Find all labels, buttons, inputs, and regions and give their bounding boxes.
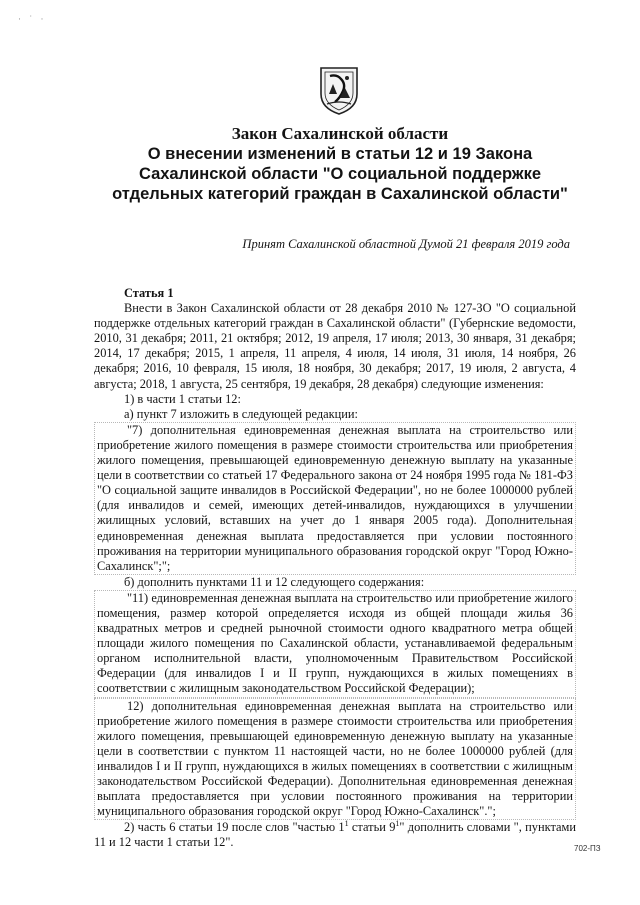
- article-intro: Внести в Закон Сахалинской области от 28 декабря 2010 № 127-ЗО "О социальной поддержке отдельных категорий граждан в Сахалинской области" (Губернские ведомости, 2010, 31 декабря; 2011, 21 октября; 2012, 19 апреля, 17 июля; 2013, 30 января, 31 декабря; 2014, 17 декабря; 2015, 1 апреля, 11 апреля, 4 июля, 14 июля, 31 июля, 14 ноября, 26 декабря; 2016, 10 февраля, 15 июля, 18 ноября, 30 декабря; 2017, 19 июля, 2 августа, 4 августа; 2018, 1 августа, 25 сентября, 19 декабря, 28 декабря) следующие изменения:: [94, 301, 576, 391]
- adopted-note: Принят Сахалинской областной Думой 21 февраля 2019 года: [242, 237, 570, 251]
- item-2-part-2: статьи 9: [348, 820, 396, 835]
- item-2-part-1: 2) часть 6 статьи 19 после слов "частью 1: [124, 820, 345, 835]
- item-1b: б) дополнить пунктами 11 и 12 следующего содержания:: [124, 574, 425, 589]
- item-2-sup-2: 1: [395, 819, 400, 829]
- point-12: 12) дополнительная единовременная денежная выплата на строительство или приобретение жилого помещения в размере стоимости строительства или приобретения жилого помещения, превышающей единовременную денежную выплату на указанные цели в соответствии с пунктом 11 настоящей части, но не более 1000000 рублей (для инвалидов I и II групп, нуждающихся в жилых помещениях в соответствии с жилищным законодательством Российской Федерации). Дополнительная единовременная денежная выплата предоставляется при условии постоянного проживания на территории муниципального образования городской округ "Город Южно-Сахалинск".";: [94, 698, 576, 821]
- article-body: [94, 286, 576, 850]
- point-11: "11) единовременная денежная выплата на строительство или приобретение жилого помещения, размер которой определяется исходя из общей площади жилья 36 квадратных метров и средней рыночной стоимости одного квадратного метра общей площади жилого помещения по Сахалинской области, устанавливаемой федеральным органом исполнительной власти, уполномоченным Правительством Российской Федерации (для инвалидов I и II групп, нуждающихся в жилых помещениях в соответствии с жилищным законодательством Российской Федерации);: [94, 590, 576, 698]
- item-2-sup-1: 1: [344, 819, 349, 829]
- item-1a: а) пункт 7 изложить в следующей редакции:: [124, 406, 358, 421]
- item-2-part-3: " дополнить словами ", пунктами 11 и 12 части 1 статьи 12".: [94, 820, 576, 850]
- document-code: 702-ПЗ: [574, 844, 601, 853]
- article-heading: Статья 1: [124, 286, 174, 300]
- point-7: "7) дополнительная единовременная денежная выплата на строительство или приобретение жилого помещения в размере стоимости строительства или приобретения жилого помещения, превышающей единовременную денежную выплату на указанные цели в соответствии со статьей 17 Федерального закона от 24 ноября 1995 года № 181-ФЗ "О социальной защите инвалидов в Российской Федерации", но не более 1000000 рублей (для инвалидов и семей, имеющих детей-инвалидов, нуждающихся в улучшении жилищных условий, вставших на учет до 1 января 2005 года). Дополнительная единовременная денежная выплата предоставляется при условии постоянного проживания на территории муниципального образования городской округ "Город Южно-Сахалинск";";: [94, 422, 576, 575]
- law-name: Закон Сахалинской области: [231, 124, 449, 143]
- coat-of-arms-icon: [313, 64, 365, 116]
- scan-artifacts: · ˙ ·: [18, 14, 47, 24]
- law-subject: О внесении изменений в статьи 12 и 19 Закона Сахалинской области "О социальной поддержке отдельных категорий граждан в Сахалинской области": [112, 145, 568, 203]
- item-2: [94, 820, 576, 850]
- title-block: [100, 124, 580, 204]
- item-1: 1) в части 1 статьи 12:: [124, 391, 241, 406]
